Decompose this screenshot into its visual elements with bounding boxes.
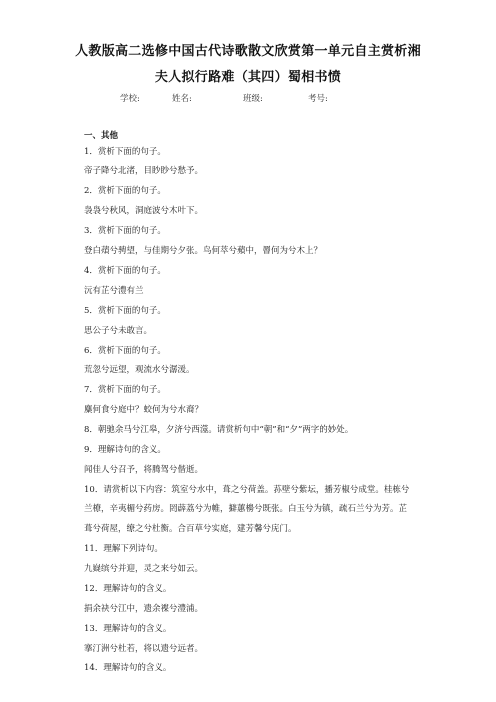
question-line: 14．理解诗句的含义。	[84, 663, 172, 673]
document-title-line-2: 夫人拟行路难（其四）蜀相书愤	[154, 70, 342, 85]
question-line: 11．理解下列诗句。	[84, 544, 163, 554]
question-line: 九嶷缤兮并迎，灵之来兮如云。	[84, 564, 204, 574]
question-line: 闻佳人兮召予，将腾驾兮偕逝。	[84, 465, 204, 475]
question-line: 8．朝驰余马兮江皋，夕济兮西澨。请赏析句中“朝”和“夕”两字的妙处。	[84, 425, 354, 435]
exam-number-field-label: 考号:	[308, 94, 328, 104]
question-line: 2．赏析下面的句子。	[84, 186, 166, 196]
question-line: 帝子降兮北渚，目眇眇兮愁予。	[84, 166, 204, 176]
question-line: 袅袅兮秋风，洞庭波兮木叶下。	[84, 206, 204, 216]
name-field-label: 姓名:	[172, 94, 192, 104]
question-line: 登白薠兮骋望，与佳期兮夕张。鸟何萃兮蘋中，罾何为兮木上？	[84, 246, 323, 256]
question-line: 5．赏析下面的句子。	[84, 306, 166, 316]
question-line: 1．赏析下面的句子。	[84, 147, 166, 157]
question-line: 搴汀洲兮杜若，将以遗兮远者。	[84, 644, 204, 654]
question-line: 葺兮荷屋，缭之兮杜衡。合百草兮实庭，建芳馨兮庑门。	[84, 524, 297, 534]
question-line: 7．赏析下面的句子。	[84, 385, 166, 395]
section-heading: 一、其他	[84, 131, 119, 141]
question-line: 3．赏析下面的句子。	[84, 226, 166, 236]
question-line: 10．请赏析以下内容：筑室兮水中，葺之兮荷盖。荪壁兮紫坛，播芳椒兮成堂。桂栋兮	[84, 485, 410, 495]
question-line: 兰橑，辛夷楣兮药房。罔薜荔兮为帷，擗蕙櫋兮既张。白玉兮为镇，疏石兰兮为芳。芷	[84, 504, 408, 514]
school-field-label: 学校:	[120, 94, 140, 104]
question-line: 4．赏析下面的句子。	[84, 266, 166, 276]
class-field-label: 班级:	[243, 94, 263, 104]
question-line: 13．理解诗句的含义。	[84, 624, 172, 634]
question-line: 12．理解诗句的含义。	[84, 584, 172, 594]
question-line: 9．理解诗句的含义。	[84, 445, 166, 455]
question-line: 麋何食兮庭中？蛟何为兮水裔？	[84, 405, 204, 415]
document-title-line-1: 人教版高二选修中国古代诗歌散文欣赏第一单元自主赏析湘	[75, 44, 421, 59]
question-line: 思公子兮未敢言。	[84, 326, 153, 336]
question-line: 沅有芷兮澧有兰	[84, 286, 144, 296]
question-line: 6．赏析下面的句子。	[84, 346, 166, 356]
question-line: 捐余袂兮江中，遗余褋兮澧浦。	[84, 604, 204, 614]
question-line: 荒忽兮远望，观流水兮潺湲。	[84, 365, 195, 375]
